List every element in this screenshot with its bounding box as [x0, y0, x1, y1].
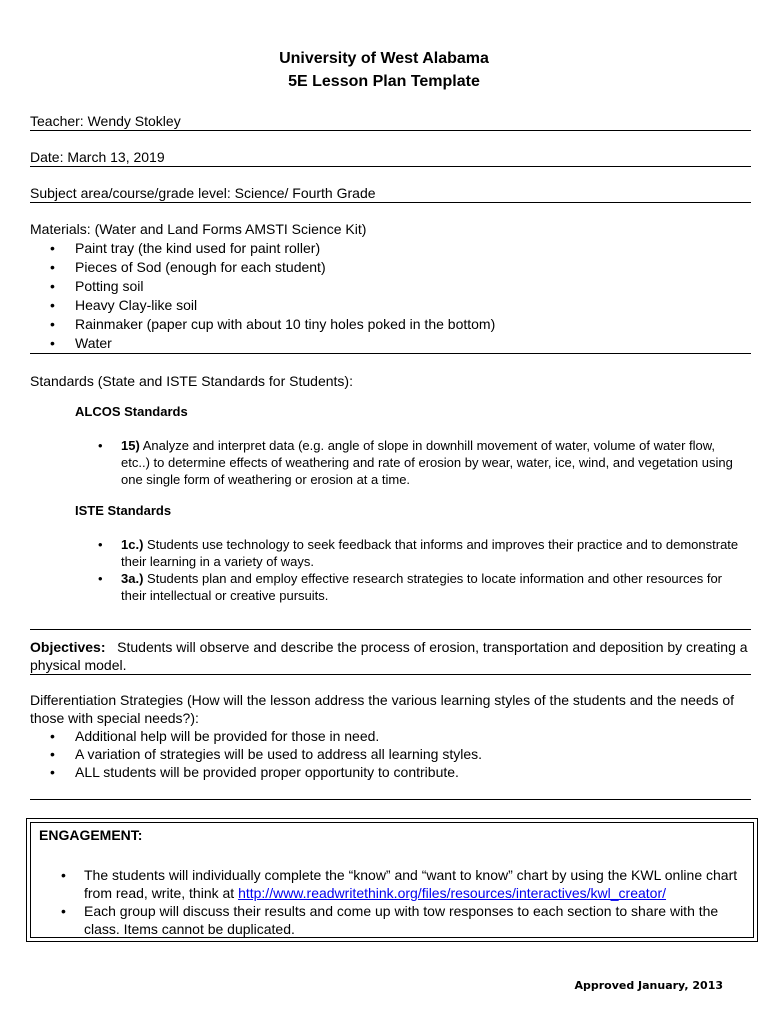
engagement-list	[31, 866, 753, 938]
list-item: • Paint tray (the kind used for paint roller)	[50, 240, 321, 256]
standard-text: Analyze and interpret data (e.g. angle of slope in downhill movement of water, volume of water flow, etc..) to determine effects of weathering and rate of erosion by wear, water, ice, wind, and vegetation using one single form of weathering or erosion at a time.	[121, 438, 733, 487]
objectives-text: Students will observe and describe the process of erosion, transportation and deposition by creating a physical model.	[30, 639, 748, 673]
materials-section	[30, 220, 751, 354]
materials-list	[30, 239, 751, 353]
subject-text: Subject area/course/grade level: Science/ Fourth Grade	[30, 185, 376, 201]
list-item: • Water	[50, 335, 112, 351]
differentiation-list	[30, 727, 751, 781]
standard-text: Students plan and employ effective research strategies to locate information and other resources for their intellectual or creative pursuits.	[121, 571, 723, 603]
engagement-title: ENGAGEMENT:	[39, 827, 143, 843]
teacher-text: Teacher: Wendy Stokley	[30, 113, 181, 129]
document-header	[0, 47, 768, 93]
objectives-section	[30, 638, 751, 675]
objectives-label: Objectives:	[30, 639, 106, 655]
list-item: • 3a.) Students plan and employ effective research strategies to locate information and other resources for their intellectual or creative pursuits.	[98, 571, 723, 603]
differentiation-section	[30, 691, 751, 800]
approval-footer: Approved January, 2013	[574, 979, 723, 992]
teacher-row	[30, 112, 751, 131]
list-item: • A variation of strategies will be used to address all learning styles.	[50, 746, 482, 762]
standards-heading: Standards (State and ISTE Standards for Students):	[30, 373, 353, 389]
kwl-creator-link[interactable]: http://www.readwritethink.org/files/resources/interactives/kwl_creator/	[238, 885, 667, 901]
list-item: • Potting soil	[50, 278, 144, 294]
list-item: • Rainmaker (paper cup with about 10 tiny holes poked in the bottom)	[50, 316, 496, 332]
subject-row	[30, 184, 751, 203]
list-item: • Each group will discuss their results and come up with tow responses to each section to share with the class. Items cannot be duplicated.	[61, 903, 719, 937]
list-item: • Heavy Clay-like soil	[50, 297, 198, 313]
differentiation-heading: Differentiation Strategies (How will the lesson address the various learning styles of the students and the needs of those with special needs?):	[30, 692, 735, 726]
list-item: • Pieces of Sod (enough for each student)	[50, 259, 326, 275]
list-item: • 1c.) Students use technology to seek feedback that informs and improves their practice and to demonstrate their learning in a variety of ways.	[98, 537, 739, 569]
list-item: • The students will individually complete the “know” and “want to know” chart by using the KWL online chart from read, write, think at http://www.readwritethink.org/files/resources/interactives/kwl_creator/	[61, 867, 738, 901]
list-item: • ALL students will be provided proper opportunity to contribute.	[50, 764, 459, 780]
engagement-text: The students will individually complete the “know” and “want to know” chart by using the KWL online chart from read, write, think at	[84, 867, 738, 901]
iste-heading: ISTE Standards	[75, 503, 172, 518]
standard-code: 15)	[121, 438, 140, 453]
engagement-box-inner	[30, 822, 754, 938]
alcos-heading: ALCOS Standards	[75, 404, 188, 419]
date-text: Date: March 13, 2019	[30, 149, 165, 165]
iste-list	[75, 536, 745, 604]
engagement-box	[26, 818, 758, 942]
list-item: • Additional help will be provided for those in need.	[50, 728, 380, 744]
document-subtitle: 5E Lesson Plan Template	[288, 73, 480, 90]
list-item: • 15) Analyze and interpret data (e.g. angle of slope in downhill movement of water, volume of water flow, etc..) to determine effects of weathering and rate of erosion by wear, water, ice, wind, and vegetation using one single form of weathering or erosion at a time.	[98, 438, 733, 487]
document-title: University of West Alabama	[279, 50, 489, 67]
standard-code: 1c.)	[121, 537, 144, 552]
alcos-list	[75, 437, 745, 488]
engagement-text: Each group will discuss their results and come up with tow responses to each section to share with the class. Items cannot be duplicated.	[84, 903, 719, 937]
date-row	[30, 148, 751, 167]
standard-code: 3a.)	[121, 571, 144, 586]
materials-heading: Materials: (Water and Land Forms AMSTI Science Kit)	[30, 221, 367, 237]
standard-text: Students use technology to seek feedback that informs and improves their practice and to demonstrate their learning in a variety of ways.	[121, 537, 739, 569]
